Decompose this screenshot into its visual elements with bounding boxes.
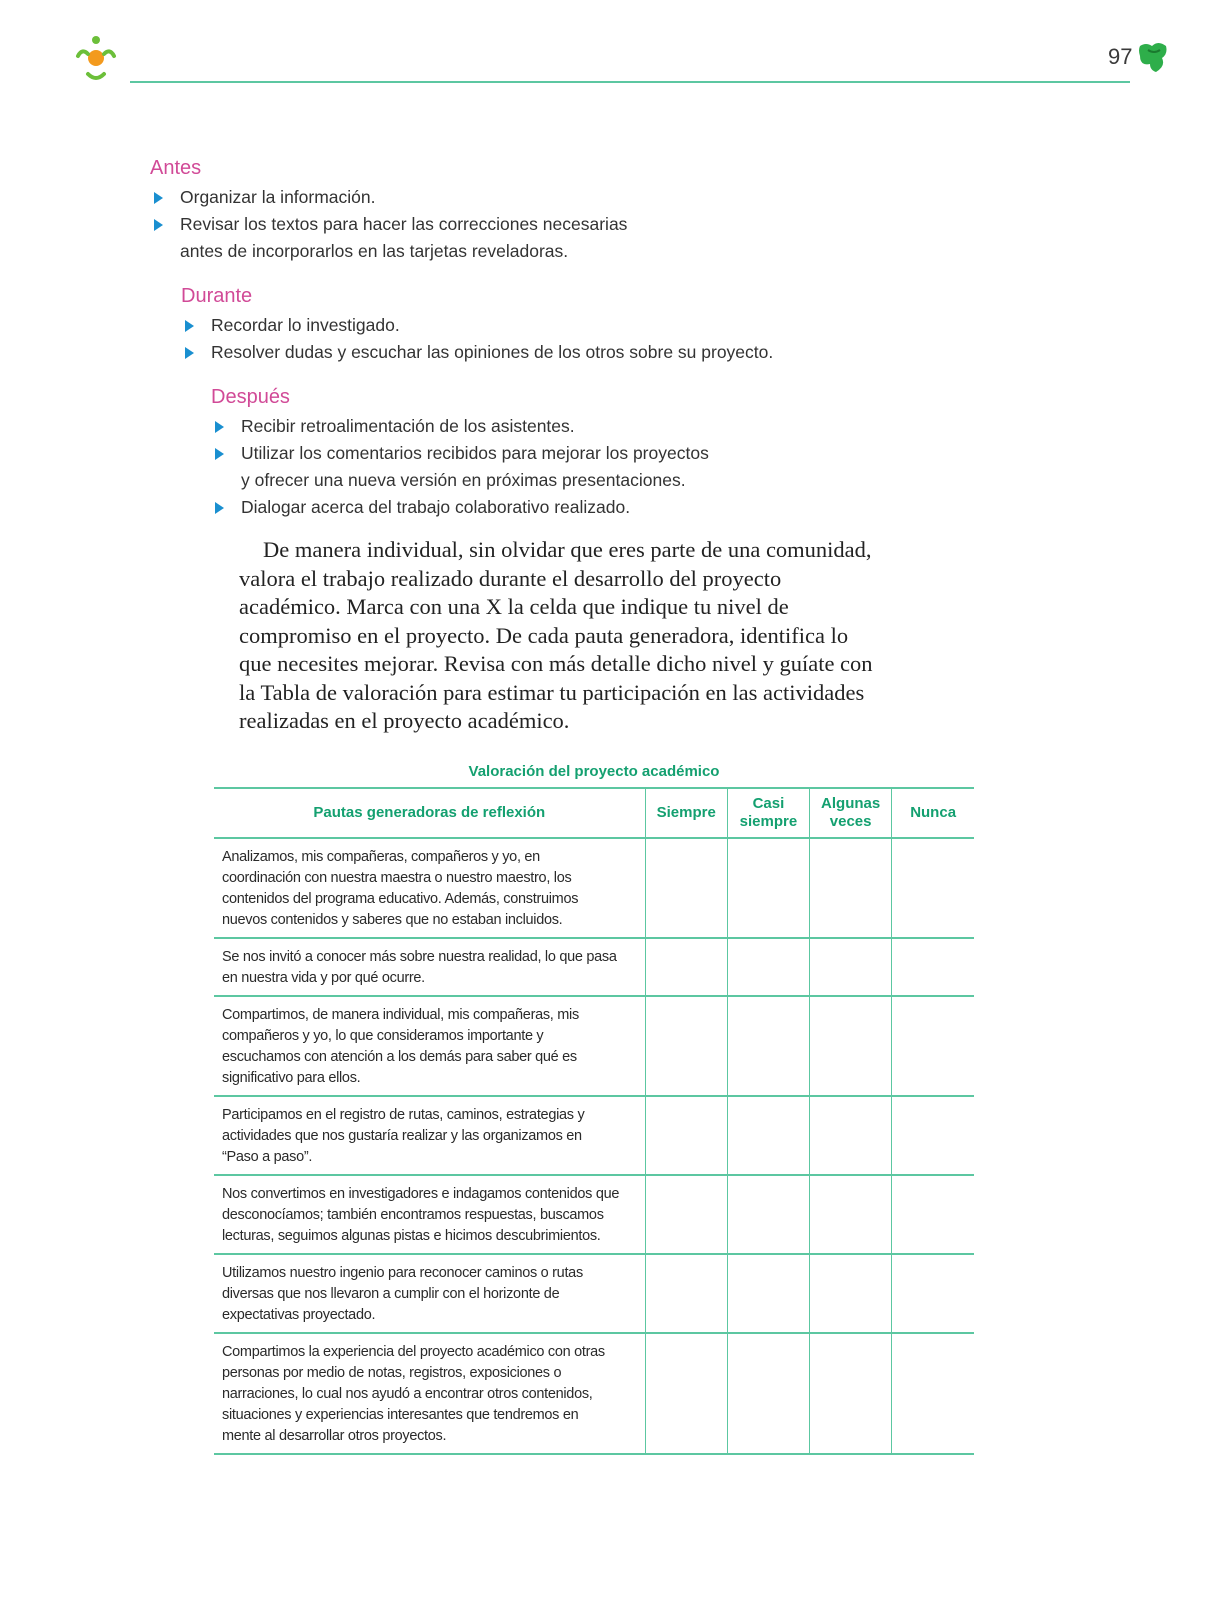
list-item [211, 413, 721, 440]
header-divider [130, 81, 1130, 83]
list-item-text: Resolver dudas y escuchar las opiniones de los otros sobre su proyecto. [211, 342, 774, 362]
table-row [214, 1096, 974, 1175]
list-item-text: Recibir retroalimentación de los asistentes. [241, 416, 575, 436]
bullet-arrow-icon [185, 320, 194, 332]
list-item [211, 494, 721, 521]
list-item-text: Utilizar los comentarios recibidos para mejorar los proyectos y ofrecer una nueva versión en próximas presentaciones. [241, 443, 709, 490]
table-row [214, 1254, 974, 1333]
cell-nunca[interactable] [892, 1254, 974, 1333]
list-item [150, 211, 630, 265]
cell-algunas-veces[interactable] [810, 838, 892, 938]
assessment-table [214, 787, 974, 1455]
cell-siempre[interactable] [645, 1333, 727, 1454]
cell-nunca[interactable] [892, 1096, 974, 1175]
header-casi-siempre: Casi siempre [727, 788, 809, 838]
table-header-row [214, 788, 974, 838]
cell-siempre[interactable] [645, 938, 727, 996]
cell-casi-siempre[interactable] [727, 838, 809, 938]
cell-algunas-veces[interactable] [810, 996, 892, 1096]
pauta-cell: Se nos invitó a conocer más sobre nuestra realidad, lo que pasa en nuestra vida y por qué ocurre. [214, 938, 645, 996]
list-item [150, 184, 630, 211]
cell-casi-siempre[interactable] [727, 1096, 809, 1175]
emblem-icon [1136, 40, 1170, 74]
section-despues [211, 386, 721, 521]
list-item [181, 312, 773, 339]
header-algunas-veces: Algunas veces [810, 788, 892, 838]
cell-algunas-veces[interactable] [810, 1333, 892, 1454]
bullet-arrow-icon [215, 502, 224, 514]
cell-algunas-veces[interactable] [810, 1254, 892, 1333]
pauta-cell: Analizamos, mis compañeras, compañeros y yo, en coordinación con nuestra maestra o nuestro maestro, los contenidos del programa educativo. Además, construimos nuevos contenidos y saberes que no estaban incluidos. [214, 838, 645, 938]
cell-siempre[interactable] [645, 1175, 727, 1254]
pauta-cell: Nos convertimos en investigadores e indagamos contenidos que desconocíamos; también encontramos respuestas, buscamos lecturas, seguimos algunas pistas e hicimos descubrimientos. [214, 1175, 645, 1254]
section-title: Después [211, 386, 290, 408]
cell-casi-siempre[interactable] [727, 1175, 809, 1254]
cell-casi-siempre[interactable] [727, 938, 809, 996]
table-row [214, 1333, 974, 1454]
cell-casi-siempre[interactable] [727, 1333, 809, 1454]
bullet-arrow-icon [215, 448, 224, 460]
table-row [214, 996, 974, 1096]
page-number: 97 [1108, 44, 1133, 69]
cell-nunca[interactable] [892, 996, 974, 1096]
pauta-cell: Utilizamos nuestro ingenio para reconocer caminos o rutas diversas que nos llevaron a cumplir con el horizonte de expectativas proyectado. [214, 1254, 645, 1333]
series-logo-icon [72, 32, 128, 84]
table-row [214, 838, 974, 938]
section-durante [181, 285, 773, 366]
header-siempre: Siempre [645, 788, 727, 838]
cell-casi-siempre[interactable] [727, 1254, 809, 1333]
list-item-text: Dialogar acerca del trabajo colaborativo realizado. [241, 497, 631, 517]
pauta-cell: Participamos en el registro de rutas, caminos, estrategias y actividades que nos gustaría realizar y las organizamos en “Paso a paso”. [214, 1096, 645, 1175]
table-row [214, 938, 974, 996]
cell-nunca[interactable] [892, 1333, 974, 1454]
cell-algunas-veces[interactable] [810, 1175, 892, 1254]
section-antes [150, 157, 630, 265]
bullet-arrow-icon [185, 347, 194, 359]
bullet-arrow-icon [215, 421, 224, 433]
cell-siempre[interactable] [645, 1254, 727, 1333]
bullet-arrow-icon [154, 192, 163, 204]
pauta-cell: Compartimos, de manera individual, mis compañeras, mis compañeros y yo, lo que consideramos importante y escuchamos con atención a los demás para saber qué es significativo para ellos. [214, 996, 645, 1096]
cell-algunas-veces[interactable] [810, 1096, 892, 1175]
cell-siempre[interactable] [645, 996, 727, 1096]
section-title: Durante [181, 285, 253, 307]
cell-casi-siempre[interactable] [727, 996, 809, 1096]
cell-nunca[interactable] [892, 838, 974, 938]
list-item-text: Recordar lo investigado. [211, 315, 400, 335]
table-title: Valoración del proyecto académico [468, 763, 720, 780]
list-item-text: Revisar los textos para hacer las correcciones necesarias antes de incorporarlos en las tarjetas reveladoras. [180, 214, 628, 261]
pauta-cell: Compartimos la experiencia del proyecto académico con otras personas por medio de notas, registros, exposiciones o narraciones, lo cual nos ayudó a encontrar otros contenidos, situaciones y experiencias interesantes que tendremos en mente al desarrollar otros proyectos. [214, 1333, 645, 1454]
header-nunca: Nunca [892, 788, 974, 838]
cell-nunca[interactable] [892, 1175, 974, 1254]
list-item-text: Organizar la información. [180, 187, 376, 207]
list-item [181, 339, 773, 366]
header-pautas: Pautas generadoras de reflexión [214, 788, 645, 838]
instructions-paragraph: De manera individual, sin olvidar que eres parte de una comunidad, valora el trabajo realizado durante el desarrollo del proyecto académico. Marca con una X la celda que indique tu nivel de compromiso en el proyecto. De cada pauta generadora, identifica lo que necesites mejorar. Revisa con más detalle dicho nivel y guíate con la Tabla de valoración para estimar tu participación en las actividades realizadas en el proyecto académico. [239, 537, 873, 733]
cell-nunca[interactable] [892, 938, 974, 996]
table-row [214, 1175, 974, 1254]
cell-siempre[interactable] [645, 1096, 727, 1175]
list-item [211, 440, 721, 494]
bullet-arrow-icon [154, 219, 163, 231]
section-title: Antes [150, 157, 202, 179]
cell-algunas-veces[interactable] [810, 938, 892, 996]
cell-siempre[interactable] [645, 838, 727, 938]
